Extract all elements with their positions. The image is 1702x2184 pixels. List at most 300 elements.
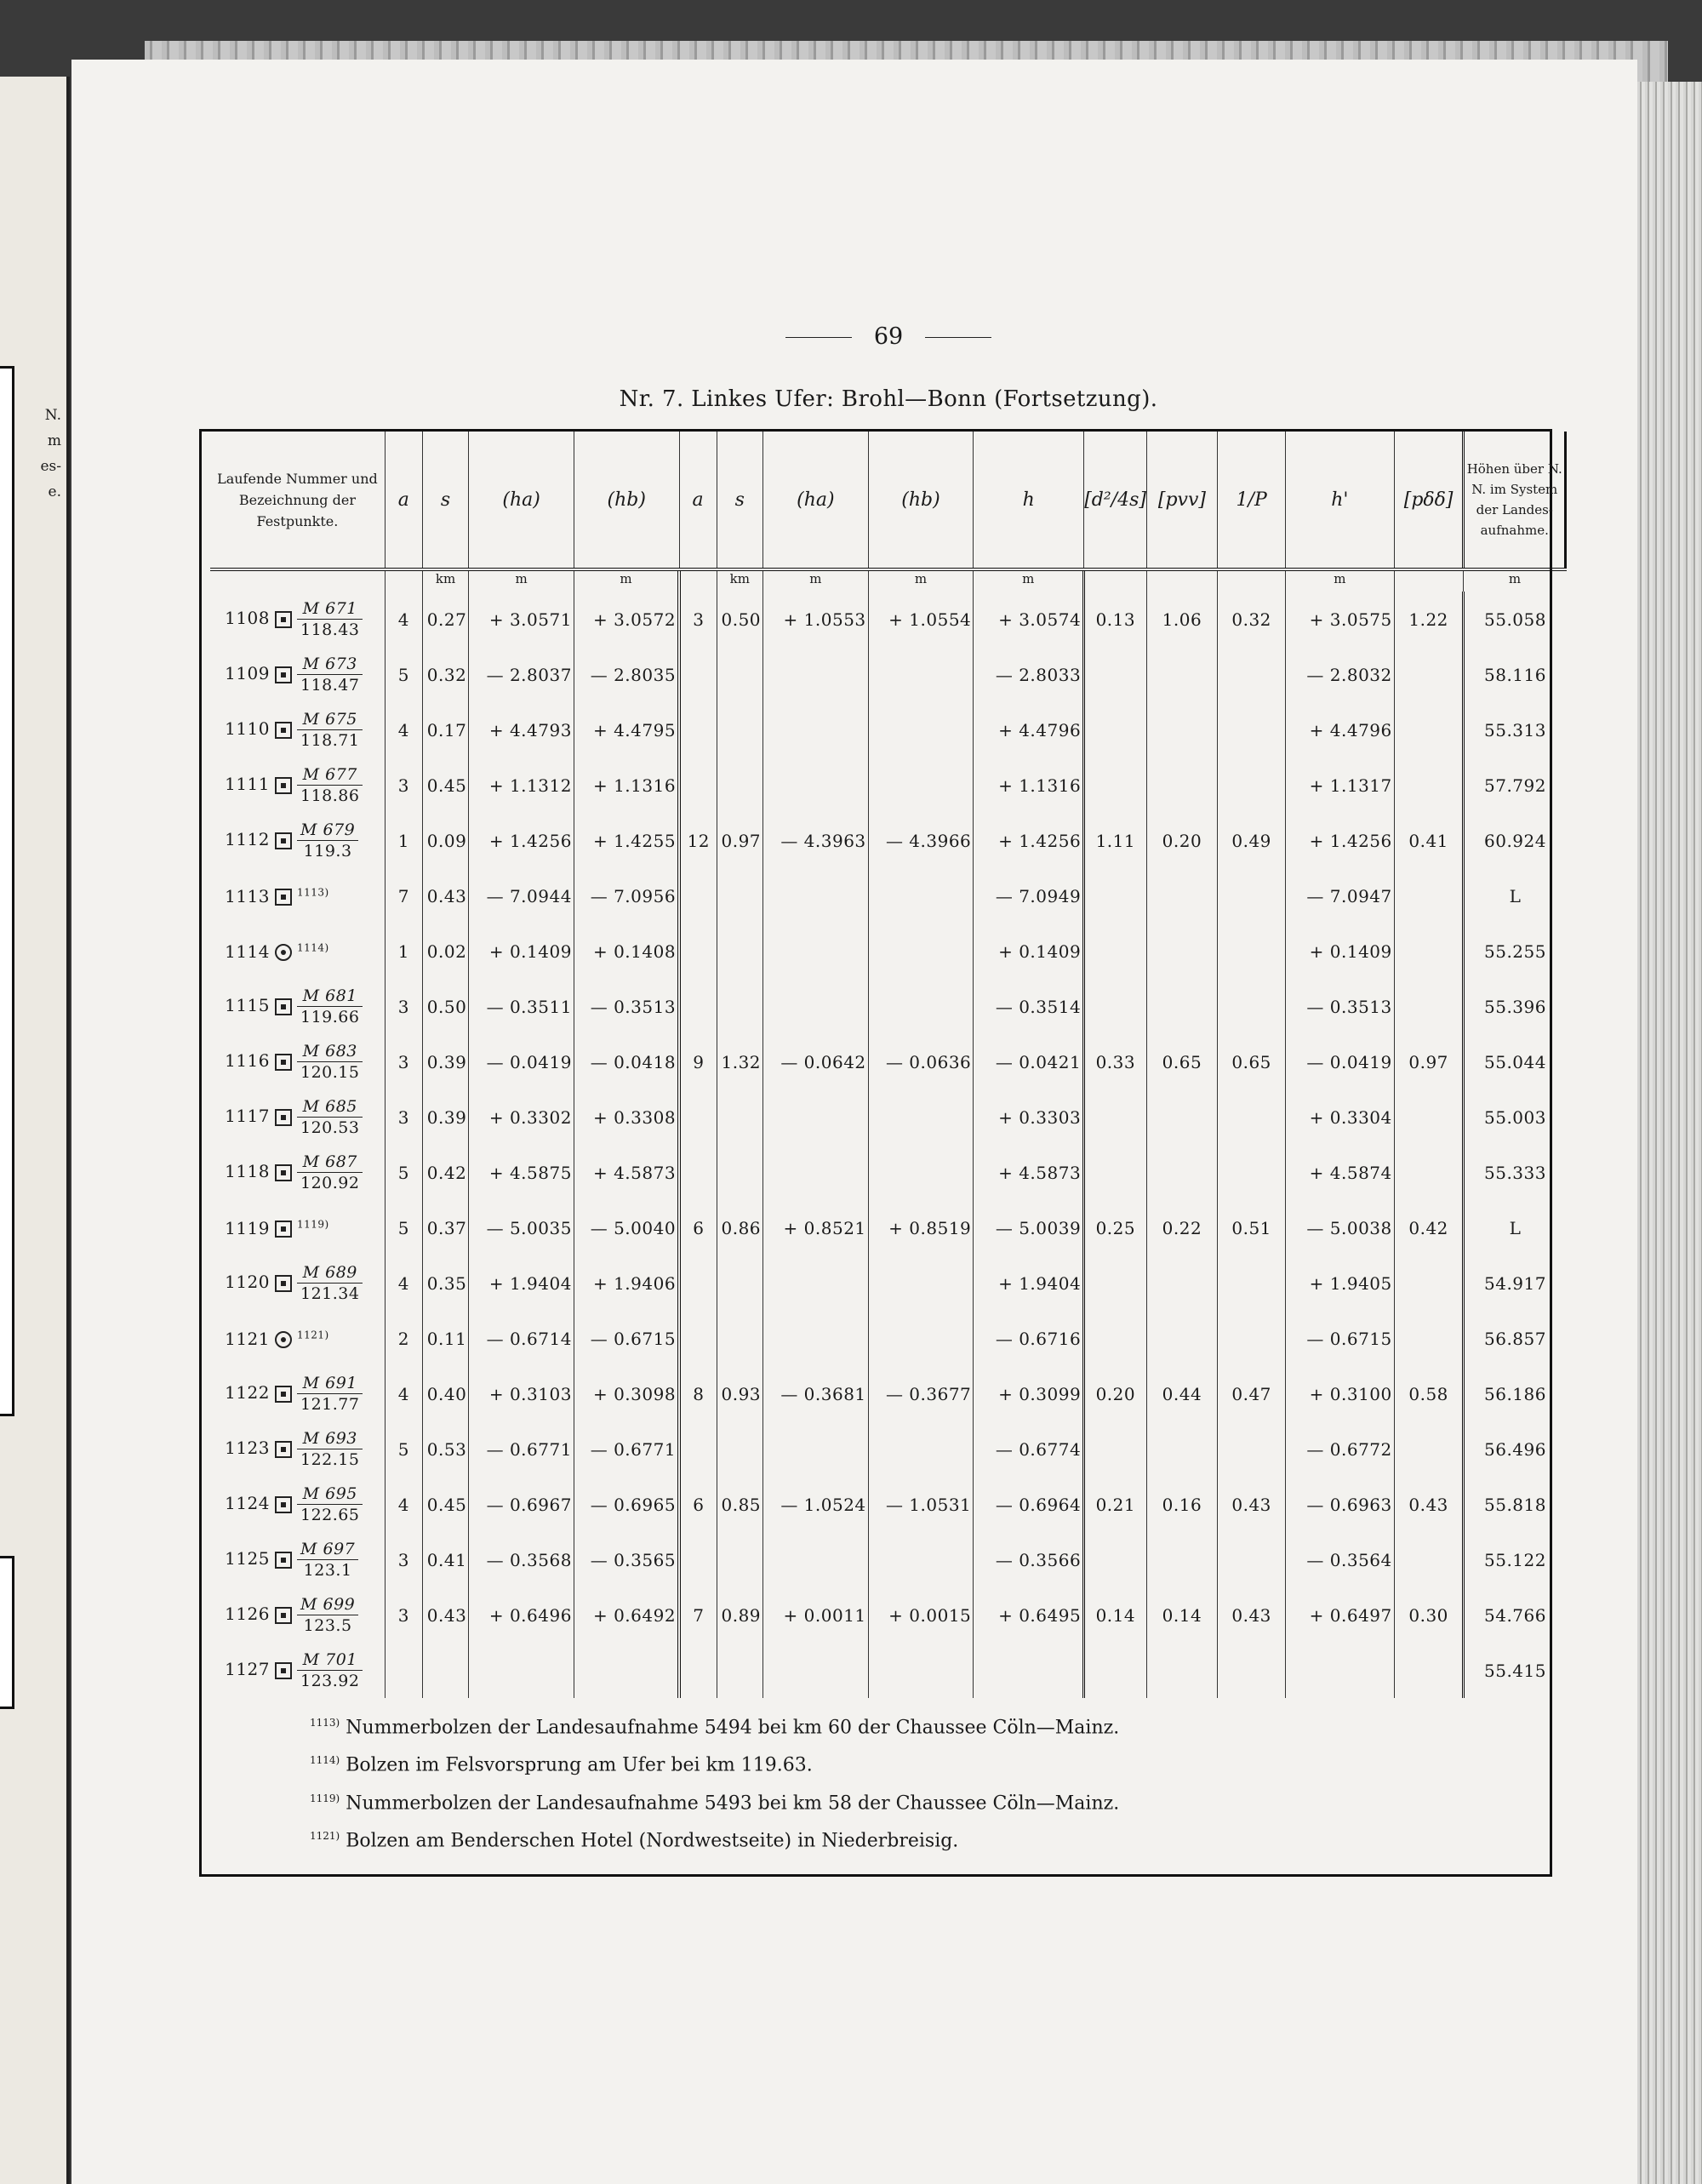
bench-mark-square-icon [275,1164,292,1181]
cell-height: 55.003 [1464,1089,1566,1145]
cell-h-prime: — 0.6715 [1285,1311,1394,1366]
cell-h-prime: + 0.3304 [1285,1089,1394,1145]
page-number: 69 [71,323,1702,350]
footnote [310,1820,1119,1857]
cell-hb: + 0.3308 [574,1089,679,1145]
cell-ha: + 1.1312 [469,758,574,813]
cell-a2: 8 [679,1366,717,1421]
cell-ha: — 0.6714 [469,1311,574,1366]
cell-s2 [717,1089,762,1145]
mark-km: 118.86 [300,786,360,805]
cell-height: 57.792 [1464,758,1566,813]
cell-s2 [717,1145,762,1200]
cell-a2 [679,1311,717,1366]
mark-id: M 695 [297,1484,363,1505]
table-row [210,813,1566,868]
cell-h: — 0.6716 [974,1311,1084,1366]
cell-ha: — 2.8037 [469,647,574,702]
cell-inverse-p: 0.32 [1218,592,1286,647]
cell-inverse-p: 0.49 [1218,813,1286,868]
cell-height: 55.313 [1464,702,1566,758]
point-cell [210,1145,385,1200]
bench-mark-square-icon [275,832,292,849]
cell-h: + 1.1316 [974,758,1084,813]
point-number: 1117 [225,1106,270,1126]
cell-d2-4s [1084,1145,1146,1200]
cell-hb2 [868,1643,974,1698]
cell-height: 55.396 [1464,979,1566,1034]
col-header-ha2: (ha) [763,432,869,569]
point-cell [210,923,385,979]
cell-pdd: 0.97 [1394,1034,1464,1089]
point-cell [210,1200,385,1255]
mark-label [297,1484,363,1525]
cell-pdd: 1.22 [1394,592,1464,647]
cell-s: 0.43 [422,1587,468,1643]
point-number: 1108 [225,608,270,628]
cell-hb: — 7.0956 [574,868,679,923]
point-cell [210,1034,385,1089]
cell-h: — 7.0949 [974,868,1084,923]
mark-id: M 679 [297,820,358,841]
footnote-text: Bolzen am Benderschen Hotel (Nordwestseite) in Niederbreisig. [346,1830,959,1852]
point-cell [210,1643,385,1698]
mark-id: M 701 [297,1649,363,1671]
cell-pvv [1146,758,1218,813]
cell-a2 [679,702,717,758]
table-row [210,1532,1566,1587]
cell-s: 0.41 [422,1532,468,1587]
cell-s: 0.02 [422,923,468,979]
bolt-circle-icon [275,1331,292,1348]
cell-ha2: + 1.0553 [763,592,869,647]
cell-s: 0.11 [422,1311,468,1366]
footnote-ref: 1121) [310,1829,340,1842]
table-frame [199,429,1562,1877]
mark-km: 118.43 [300,620,360,639]
cell-d2-4s [1084,1255,1146,1311]
col-header-s2: s [717,432,762,569]
cell-ha: — 0.6967 [469,1477,574,1532]
cell-a: 5 [385,647,422,702]
cell-h: + 0.3303 [974,1089,1084,1145]
mark-id: M 677 [297,764,363,786]
point-number: 1125 [225,1548,270,1569]
cell-h: — 5.0039 [974,1200,1084,1255]
cell-d2-4s: 1.11 [1084,813,1146,868]
mark-id: M 689 [297,1262,363,1284]
mark-label [297,1096,363,1138]
cell-height: 55.122 [1464,1532,1566,1587]
cell-inverse-p [1218,1311,1286,1366]
cell-ha: + 0.3302 [469,1089,574,1145]
mark-km: 123.92 [300,1672,360,1690]
cell-a: 4 [385,702,422,758]
cell-ha: — 0.6771 [469,1421,574,1477]
cell-hb2 [868,1421,974,1477]
cell-s: 0.42 [422,1145,468,1200]
cell-hb2 [868,1255,974,1311]
cell-h: + 0.6495 [974,1587,1084,1643]
cell-ha: + 0.3103 [469,1366,574,1421]
bench-mark-square-icon [275,722,292,739]
cell-hb: — 2.8035 [574,647,679,702]
cell-pvv [1146,1255,1218,1311]
cell-h: + 0.3099 [974,1366,1084,1421]
mark-label [297,1373,363,1415]
cell-pdd [1394,647,1464,702]
cell-d2-4s [1084,758,1146,813]
cell-d2-4s: 0.21 [1084,1477,1146,1532]
cell-hb2 [868,1145,974,1200]
cell-h-prime: — 0.6963 [1285,1477,1394,1532]
col-header-hb: (hb) [574,432,679,569]
cell-height: 56.857 [1464,1311,1566,1366]
cell-hb2 [868,1089,974,1145]
cell-inverse-p [1218,923,1286,979]
cell-inverse-p: 0.47 [1218,1366,1286,1421]
point-number: 1126 [225,1604,270,1624]
left-fragment: N. [44,407,61,424]
point-cell [210,592,385,647]
point-cell [210,1255,385,1311]
bolt-circle-icon [275,944,292,961]
cell-hb2: — 4.3966 [868,813,974,868]
table-row [210,923,1566,979]
mark-id: M 681 [297,986,363,1007]
cell-height: 55.333 [1464,1145,1566,1200]
cell-pvv [1146,1643,1218,1698]
point-number: 1114 [225,940,270,962]
footnote-ref: 1119) [297,1217,329,1230]
cell-a2: 6 [679,1200,717,1255]
col-header-a2: a [679,432,717,569]
point-number: 1112 [225,829,270,849]
cell-pvv: 0.16 [1146,1477,1218,1532]
mark-id: M 671 [297,598,363,620]
left-page-table-edge [0,366,14,1416]
cell-ha2 [763,647,869,702]
cell-s2: 0.50 [717,592,762,647]
cell-s: 0.45 [422,1477,468,1532]
cell-hb2 [868,923,974,979]
mark-label [297,1649,363,1691]
bench-mark-square-icon [275,1109,292,1126]
cell-pvv [1146,647,1218,702]
cell-pvv: 0.44 [1146,1366,1218,1421]
bench-mark-square-icon [275,889,292,906]
cell-s2 [717,1532,762,1587]
cell-s2 [717,1643,762,1698]
bench-mark-square-icon [275,611,292,628]
point-cell [210,1089,385,1145]
cell-h-prime [1285,1643,1394,1698]
cell-ha2 [763,758,869,813]
cell-s: 0.40 [422,1366,468,1421]
cell-a2 [679,647,717,702]
cell-a2 [679,923,717,979]
cell-ha2 [763,1145,869,1200]
point-number: 1116 [225,1050,270,1071]
point-cell [210,1366,385,1421]
left-fragment: e. [48,483,61,500]
point-number: 1111 [225,774,270,794]
cell-d2-4s [1084,1089,1146,1145]
cell-h [974,1643,1084,1698]
cell-inverse-p [1218,1145,1286,1200]
cell-a2: 9 [679,1034,717,1089]
col-header-inverse-p: 1/P [1218,432,1286,569]
cell-ha [469,1643,574,1698]
cell-d2-4s [1084,1643,1146,1698]
cell-s2 [717,1311,762,1366]
cell-inverse-p [1218,979,1286,1034]
cell-hb2: + 0.0015 [868,1587,974,1643]
mark-id: M 675 [297,709,363,730]
cell-h-prime: — 2.8032 [1285,647,1394,702]
cell-a2: 12 [679,813,717,868]
point-cell [210,979,385,1034]
cell-hb: — 0.3513 [574,979,679,1034]
mark-id: M 699 [297,1594,358,1615]
cell-inverse-p [1218,758,1286,813]
point-cell [210,1477,385,1532]
col-header-hb2: (hb) [868,432,974,569]
cell-ha2: — 0.3681 [763,1366,869,1421]
mark-label [297,1428,363,1470]
table-row [210,979,1566,1034]
table-row [210,1200,1566,1255]
cell-ha: + 4.5875 [469,1145,574,1200]
col-header-height: Höhen über N. N. im System der Landes-aufnahme. [1464,432,1566,569]
cell-ha2: — 4.3963 [763,813,869,868]
cell-hb: — 0.6771 [574,1421,679,1477]
col-header-pvv: [pvv] [1146,432,1218,569]
cell-a: 5 [385,1145,422,1200]
cell-ha: + 0.1409 [469,923,574,979]
mark-id: M 691 [297,1373,363,1394]
cell-h: + 1.9404 [974,1255,1084,1311]
header-row [210,432,1566,569]
cell-pvv [1146,923,1218,979]
unit-label: km [717,569,762,592]
table-row [210,1311,1566,1366]
cell-h: + 4.4796 [974,702,1084,758]
bench-mark-square-icon [275,1054,292,1071]
unit-label [1146,569,1218,592]
point-cell [210,1421,385,1477]
cell-pvv: 0.65 [1146,1034,1218,1089]
bench-mark-square-icon [275,1441,292,1458]
point-number: 1124 [225,1493,270,1513]
cell-a: 4 [385,1477,422,1532]
cell-d2-4s [1084,1311,1146,1366]
cell-pvv: 1.06 [1146,592,1218,647]
cell-a: 3 [385,1034,422,1089]
cell-s: 0.53 [422,1421,468,1477]
table-row [210,1089,1566,1145]
cell-pdd [1394,1311,1464,1366]
cell-inverse-p [1218,1421,1286,1477]
cell-a: 3 [385,1532,422,1587]
cell-a: 1 [385,813,422,868]
cell-pvv [1146,1089,1218,1145]
table-row [210,1477,1566,1532]
cell-hb2 [868,758,974,813]
cell-pdd [1394,1421,1464,1477]
bench-mark-square-icon [275,1275,292,1292]
cell-hb: + 1.4255 [574,813,679,868]
col-header-h: h [974,432,1084,569]
cell-pvv: 0.14 [1146,1587,1218,1643]
cell-s: 0.17 [422,702,468,758]
cell-s [422,1643,468,1698]
footnote-text: Nummerbolzen der Landesaufnahme 5493 bei km 58 der Chaussee Cöln—Mainz. [346,1792,1120,1814]
cell-pdd: 0.43 [1394,1477,1464,1532]
mark-label [297,1041,363,1083]
cell-inverse-p [1218,1643,1286,1698]
cell-height: 55.818 [1464,1477,1566,1532]
point-cell [210,1311,385,1366]
cell-pdd [1394,1089,1464,1145]
cell-a: 3 [385,1587,422,1643]
point-number: 1121 [225,1328,270,1349]
cell-ha2: — 0.0642 [763,1034,869,1089]
cell-h-prime: + 1.1317 [1285,758,1394,813]
cell-hb2 [868,1311,974,1366]
point-number: 1123 [225,1438,270,1458]
cell-d2-4s [1084,868,1146,923]
cell-h-prime: + 4.4796 [1285,702,1394,758]
cell-height: 55.415 [1464,1643,1566,1698]
mark-label [297,1594,358,1636]
cell-pdd [1394,758,1464,813]
cell-pvv [1146,979,1218,1034]
cell-h: — 0.0421 [974,1034,1084,1089]
col-header-s: s [422,432,468,569]
mark-id: M 685 [297,1096,363,1118]
footnote-text: Nummerbolzen der Landesaufnahme 5494 bei km 60 der Chaussee Cöln—Mainz. [346,1717,1120,1739]
mark-km: 122.15 [300,1450,360,1469]
table-row [210,1034,1566,1089]
bench-mark-square-icon [275,1662,292,1679]
col-header-pdd: [pδδ] [1394,432,1464,569]
cell-pvv [1146,1421,1218,1477]
mark-km: 121.34 [300,1284,360,1303]
cell-inverse-p: 0.43 [1218,1587,1286,1643]
cell-a: 3 [385,758,422,813]
table-row [210,1255,1566,1311]
cell-s: 0.39 [422,1034,468,1089]
cell-a2 [679,1421,717,1477]
cell-ha: + 1.9404 [469,1255,574,1311]
cell-s: 0.35 [422,1255,468,1311]
left-fragment: es- [40,458,61,475]
cell-a: 7 [385,868,422,923]
cell-ha2 [763,1532,869,1587]
mark-km: 123.1 [303,1561,352,1580]
table-row [210,1421,1566,1477]
unit-label: m [868,569,974,592]
unit-label [679,569,717,592]
cell-s: 0.50 [422,979,468,1034]
cell-ha2 [763,1089,869,1145]
unit-label [1084,569,1146,592]
cell-pvv [1146,702,1218,758]
mark-label [297,598,363,640]
cell-s2: 0.97 [717,813,762,868]
footnote-ref: 1114) [297,940,329,953]
cell-s: 0.09 [422,813,468,868]
cell-h-prime: + 1.9405 [1285,1255,1394,1311]
cell-hb: — 0.0418 [574,1034,679,1089]
point-number: 1120 [225,1272,270,1292]
mark-id: M 693 [297,1428,363,1449]
mark-km: 120.53 [300,1118,360,1137]
unit-label: m [974,569,1084,592]
cell-pvv: 0.20 [1146,813,1218,868]
footnote-ref: 1113) [297,885,329,898]
cell-h: + 4.5873 [974,1145,1084,1200]
cell-ha: — 0.3511 [469,979,574,1034]
cell-pdd: 0.58 [1394,1366,1464,1421]
cell-inverse-p: 0.65 [1218,1034,1286,1089]
cell-height: 54.917 [1464,1255,1566,1311]
cell-hb: — 0.3565 [574,1532,679,1587]
cell-d2-4s [1084,1421,1146,1477]
levelling-table [210,432,1567,1698]
cell-height: 55.255 [1464,923,1566,979]
left-page-table-edge-lower [0,1556,14,1709]
cell-h-prime: — 0.0419 [1285,1034,1394,1089]
unit-label [1218,569,1286,592]
cell-ha: + 0.6496 [469,1587,574,1643]
cell-hb: + 1.1316 [574,758,679,813]
point-cell [210,1587,385,1643]
cell-a2 [679,868,717,923]
table-row [210,1145,1566,1200]
cell-hb: — 0.6965 [574,1477,679,1532]
cell-pdd: 0.30 [1394,1587,1464,1643]
point-number: 1109 [225,663,270,683]
cell-h: — 2.8033 [974,647,1084,702]
cell-pvv [1146,1532,1218,1587]
unit-label [210,569,385,592]
cell-inverse-p [1218,647,1286,702]
cell-d2-4s: 0.25 [1084,1200,1146,1255]
table-row [210,1643,1566,1698]
cell-a [385,1643,422,1698]
cell-height: 56.496 [1464,1421,1566,1477]
table-row [210,1587,1566,1643]
point-number: 1119 [225,1217,270,1238]
bench-mark-square-icon [275,1221,292,1238]
cell-s: 0.27 [422,592,468,647]
cell-d2-4s: 0.13 [1084,592,1146,647]
cell-s2 [717,758,762,813]
cell-h: — 0.3566 [974,1532,1084,1587]
cell-hb2 [868,1532,974,1587]
point-cell [210,647,385,702]
cell-ha: — 7.0944 [469,868,574,923]
cell-ha2 [763,1311,869,1366]
cell-h: — 0.6964 [974,1477,1084,1532]
cell-hb2: — 0.3677 [868,1366,974,1421]
cell-height: 55.044 [1464,1034,1566,1089]
table-row [210,647,1566,702]
cell-hb2: + 0.8519 [868,1200,974,1255]
mark-km: 119.3 [303,842,352,860]
